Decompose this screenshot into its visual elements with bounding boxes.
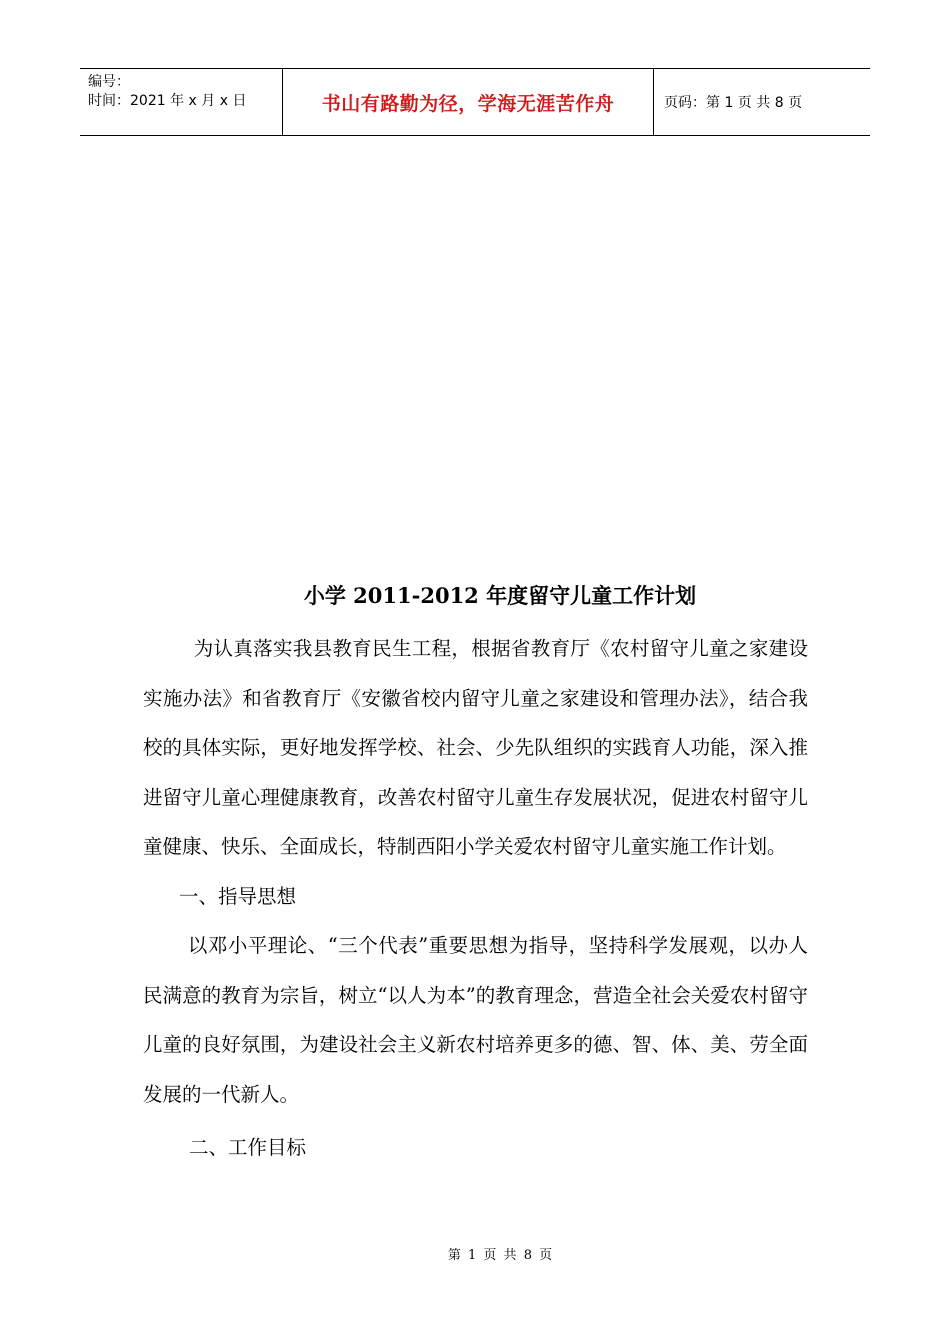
header-meta bbox=[80, 69, 282, 135]
intro-paragraph: 为认真落实我县教育民生工程，根据省教育厅《农村留守儿童之家建设实施办法》和省教育厅《安徽省校内留守儿童之家建设和管理办法》，结合我校的具体实际，更好地发挥学校、社会、少先队组织的实践育人功能，深入推进留守儿童心理健康教育，改善农村留守儿童生存发展状况，促进农村留守儿童健康、快乐、全面成长，特制西阳小学关爱农村留守儿童实施工作计划。 bbox=[143, 637, 808, 858]
header-page-info: 页码：第 1 页 共 8 页 bbox=[664, 95, 803, 111]
section-heading-work-goals: 二、工作目标 bbox=[189, 1136, 307, 1159]
header-motto: 书山有路勤为径，学海无涯苦作舟 bbox=[282, 69, 654, 135]
page-header bbox=[80, 68, 870, 136]
document-title: 小学 2011-2012 年度留守儿童工作计划 bbox=[303, 583, 697, 608]
section-heading-guiding-thought: 一、指导思想 bbox=[179, 884, 297, 908]
document-body bbox=[143, 624, 808, 1173]
document-number-label: 编号： bbox=[88, 74, 130, 90]
document-time-label: 时间：2021 年 x 月 x 日 bbox=[88, 93, 247, 109]
page-footer: 第 1 页 共 8 页 bbox=[447, 1248, 553, 1263]
guiding-thought-paragraph: 以邓小平理论、“三个代表”重要思想为指导，坚持科学发展观，以办人民满意的教育为宗旨，树立“以人为本”的教育理念，营造全社会关爱农村留守儿童的良好氛围，为建设社会主义新农村培养更多的德、智、体、美、劳全面发展的一代新人。 bbox=[143, 934, 808, 1106]
